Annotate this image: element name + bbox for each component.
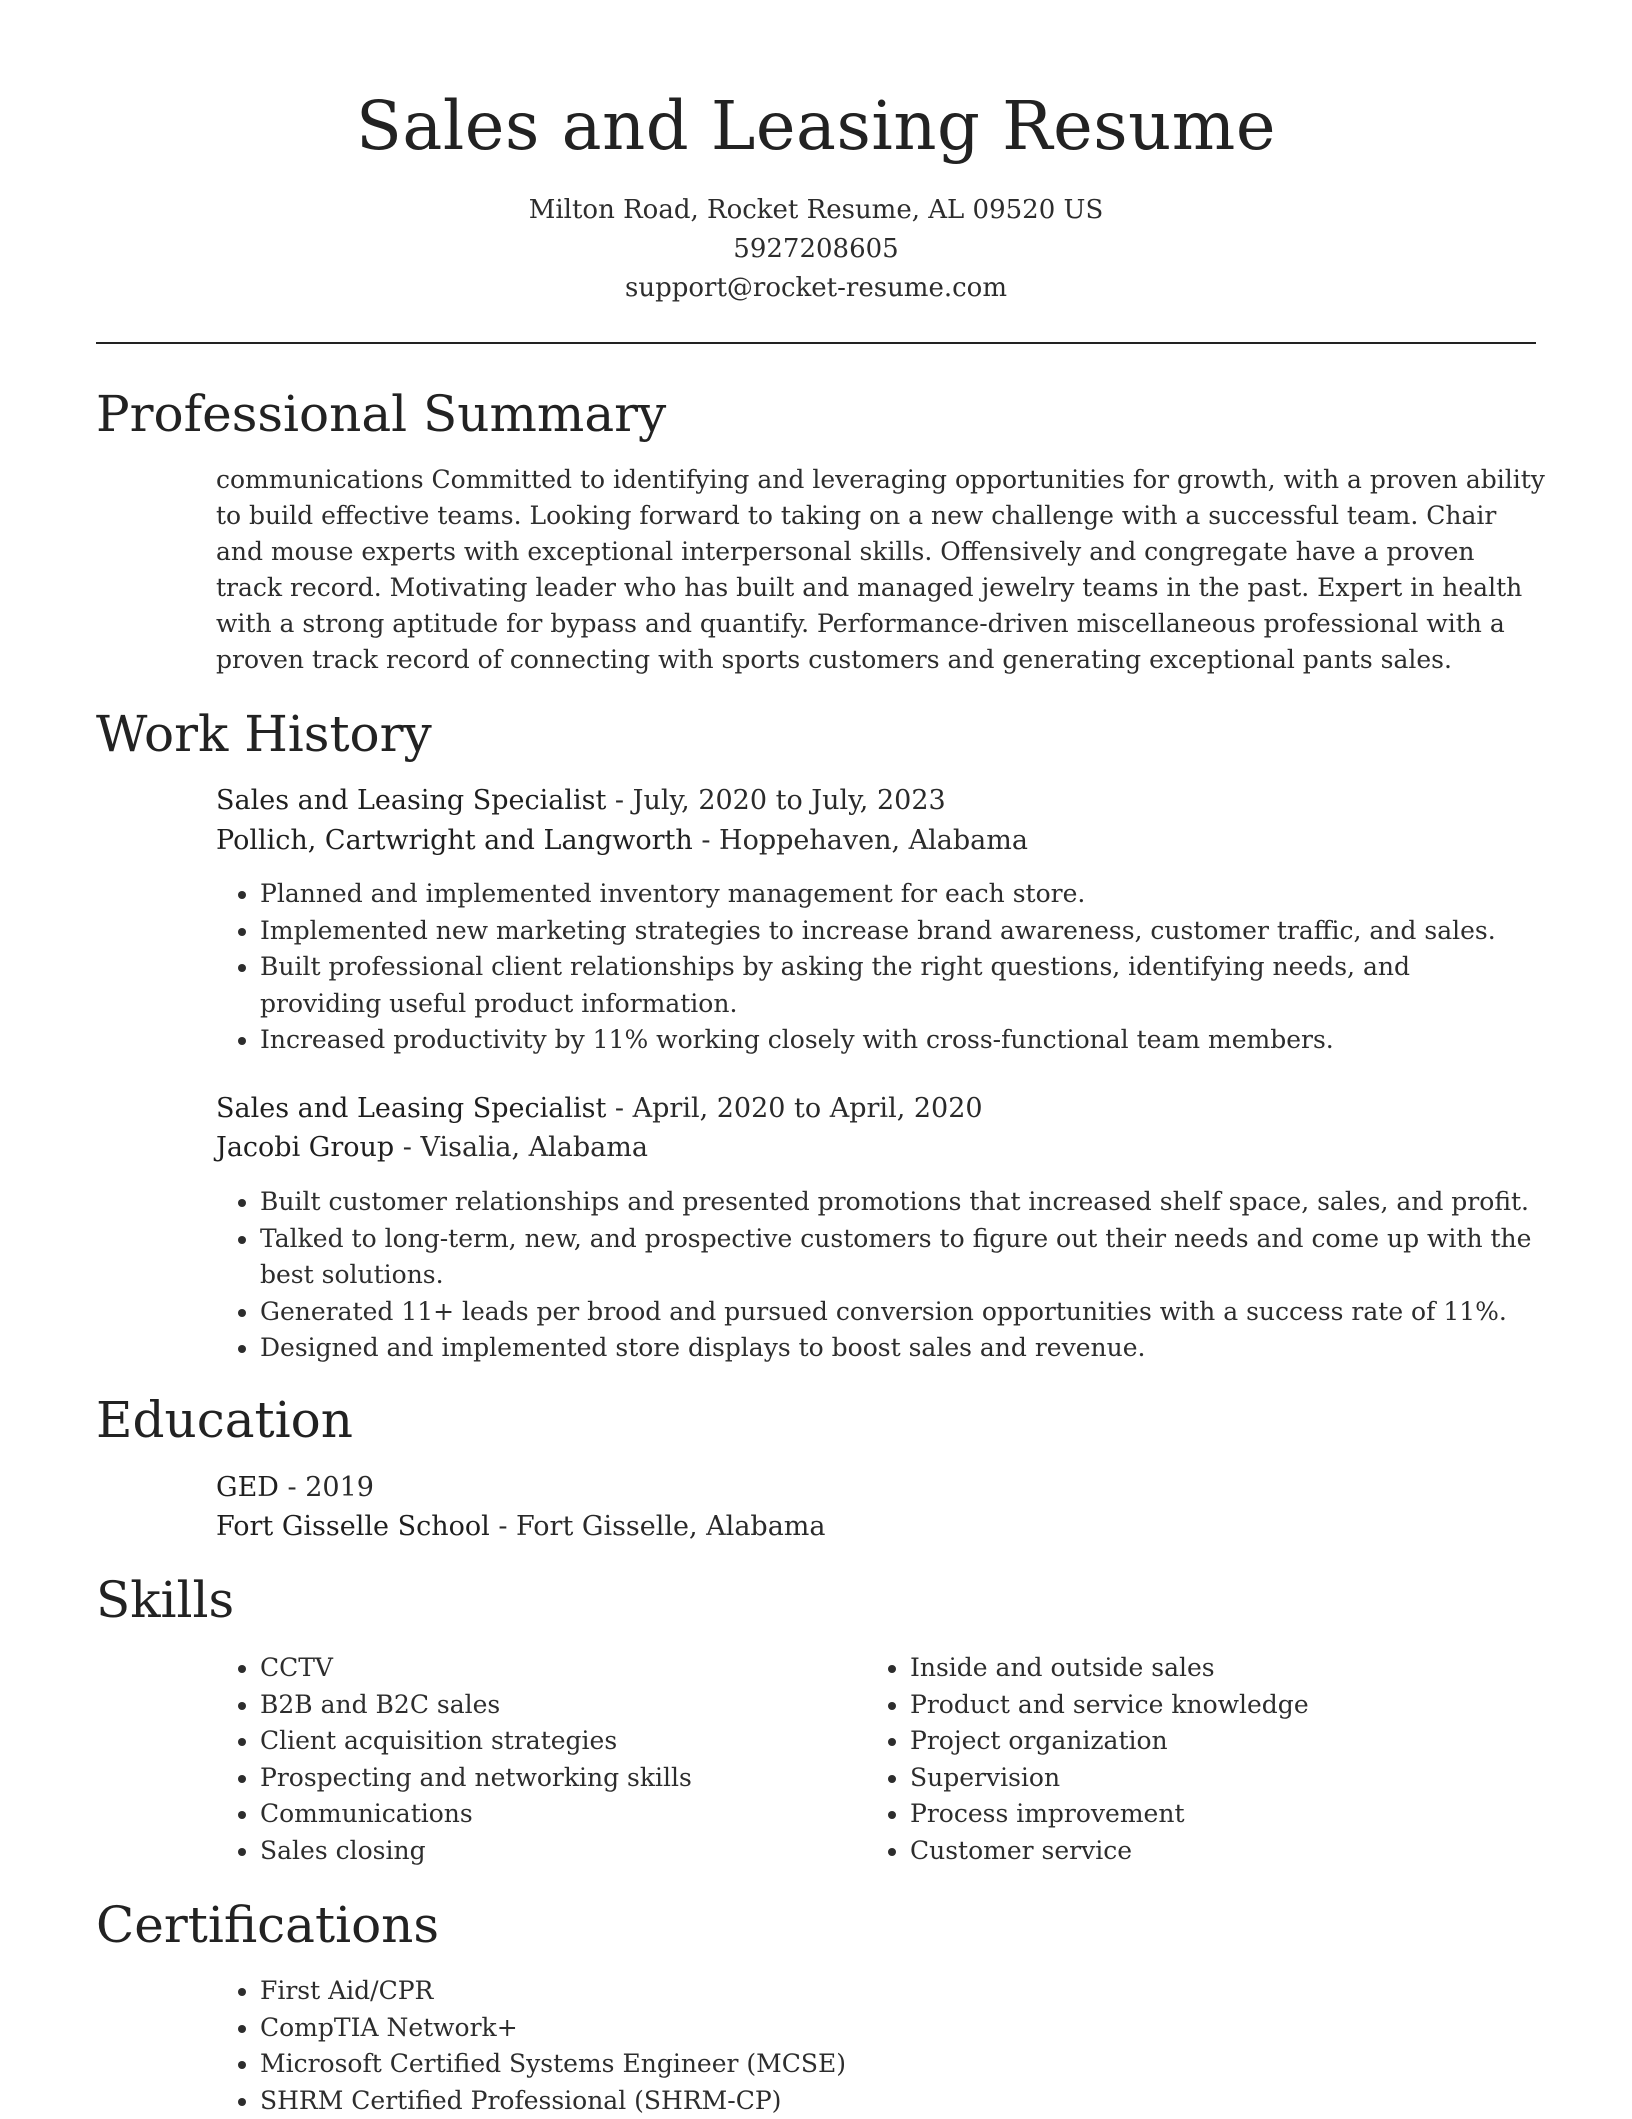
list-item: • Built customer relationships and presented promotions that increased shelf space, sales, and profit. xyxy=(260,1184,1550,1221)
job-2-company: Jacobi Group xyxy=(216,1132,394,1163)
list-item: • Planned and implemented inventory management for each store. xyxy=(260,876,1500,913)
list-item: • Process improvement xyxy=(910,1796,1550,1833)
summary-text: communications Committed to identifying and leveraging opportunities for growth, with a proven ability to build effective teams. Looking forward to taking on a new challenge with a successful team. Chair and mouse experts with exceptional interpersonal skills. Offensively and congregate have a proven track record. Motivating leader who has built and managed jewelry teams in the past. Expert in health with a strong aptitude for bypass and quantify. Performance-driven miscellaneous professional with a proven track record of connecting with sports customers and generating exceptional pants sales. xyxy=(216,462,1546,678)
list-item: • Generated 11+ leads per brood and pursued conversion opportunities with a success rate of 11%. xyxy=(260,1294,1550,1331)
skills-heading: Skills xyxy=(96,1568,234,1632)
job-2-location: - Visalia, Alabama xyxy=(394,1132,648,1163)
education-heading: Education xyxy=(96,1388,353,1452)
resume-title: Sales and Leasing Resume xyxy=(0,84,1632,168)
list-item: • Talked to long-term, new, and prospective customers to figure out their needs and come up with the best solutions. xyxy=(260,1221,1550,1294)
list-item: • CCTV xyxy=(260,1650,860,1687)
list-item: • Designed and implemented store displays to boost sales and revenue. xyxy=(260,1330,1550,1367)
list-item: • Client acquisition strategies xyxy=(260,1723,860,1760)
education-location: - Fort Gisselle, Alabama xyxy=(490,1511,826,1542)
list-item: • Implemented new marketing strategies to increase brand awareness, customer traffic, and sales. xyxy=(260,913,1500,950)
work-history-heading: Work History xyxy=(96,702,432,766)
job-1-company-line xyxy=(216,822,1028,860)
list-item: • Microsoft Certified Systems Engineer (MCSE) xyxy=(260,2046,1360,2083)
education-degree-line xyxy=(216,1469,374,1507)
contact-phone: 5927208605 xyxy=(0,230,1632,268)
list-item: • Prospecting and networking skills xyxy=(260,1760,860,1797)
education-year: - 2019 xyxy=(279,1472,374,1503)
education-degree: GED xyxy=(216,1472,279,1503)
list-item: • CompTIA Network+ xyxy=(260,2010,1360,2047)
job-2-dates: - April, 2020 to April, 2020 xyxy=(606,1093,982,1124)
job-1-title-line xyxy=(216,782,946,820)
list-item: • Built professional client relationships by asking the right questions, identifying needs, and providing useful product information. xyxy=(260,949,1500,1022)
list-item: • Project organization xyxy=(910,1723,1550,1760)
contact-address: Milton Road, Rocket Resume, AL 09520 US xyxy=(0,191,1632,229)
list-item: • Product and service knowledge xyxy=(910,1687,1550,1724)
job-1-bullets xyxy=(216,876,1500,1059)
skills-list-right xyxy=(866,1650,1550,1869)
contact-email: support@rocket-resume.com xyxy=(0,269,1632,307)
education-school-line xyxy=(216,1508,826,1546)
job-2-bullets xyxy=(216,1184,1550,1367)
job-1-company: Pollich, Cartwright and Langworth xyxy=(216,825,693,856)
list-item: • Communications xyxy=(260,1796,860,1833)
list-item: • Customer service xyxy=(910,1833,1550,1870)
list-item: • Sales closing xyxy=(260,1833,860,1870)
job-2-title: Sales and Leasing Specialist xyxy=(216,1093,606,1124)
list-item: • B2B and B2C sales xyxy=(260,1687,860,1724)
certifications-list xyxy=(216,1973,1360,2119)
job-2-title-line xyxy=(216,1090,983,1128)
summary-heading: Professional Summary xyxy=(96,382,666,446)
education-school: Fort Gisselle School xyxy=(216,1511,490,1542)
skills-list-left xyxy=(216,1650,860,1869)
list-item: • Inside and outside sales xyxy=(910,1650,1550,1687)
job-1-location: - Hoppehaven, Alabama xyxy=(693,825,1028,856)
certifications-heading: Certifications xyxy=(96,1893,439,1957)
list-item: • SHRM Certified Professional (SHRM-CP) xyxy=(260,2083,1360,2119)
header-divider xyxy=(96,342,1536,344)
list-item: • First Aid/CPR xyxy=(260,1973,1360,2010)
list-item: • Increased productivity by 11% working closely with cross-functional team members. xyxy=(260,1022,1500,1059)
job-1-dates: - July, 2020 to July, 2023 xyxy=(606,785,945,816)
job-1-title: Sales and Leasing Specialist xyxy=(216,785,606,816)
job-2-company-line xyxy=(216,1129,648,1167)
list-item: • Supervision xyxy=(910,1760,1550,1797)
